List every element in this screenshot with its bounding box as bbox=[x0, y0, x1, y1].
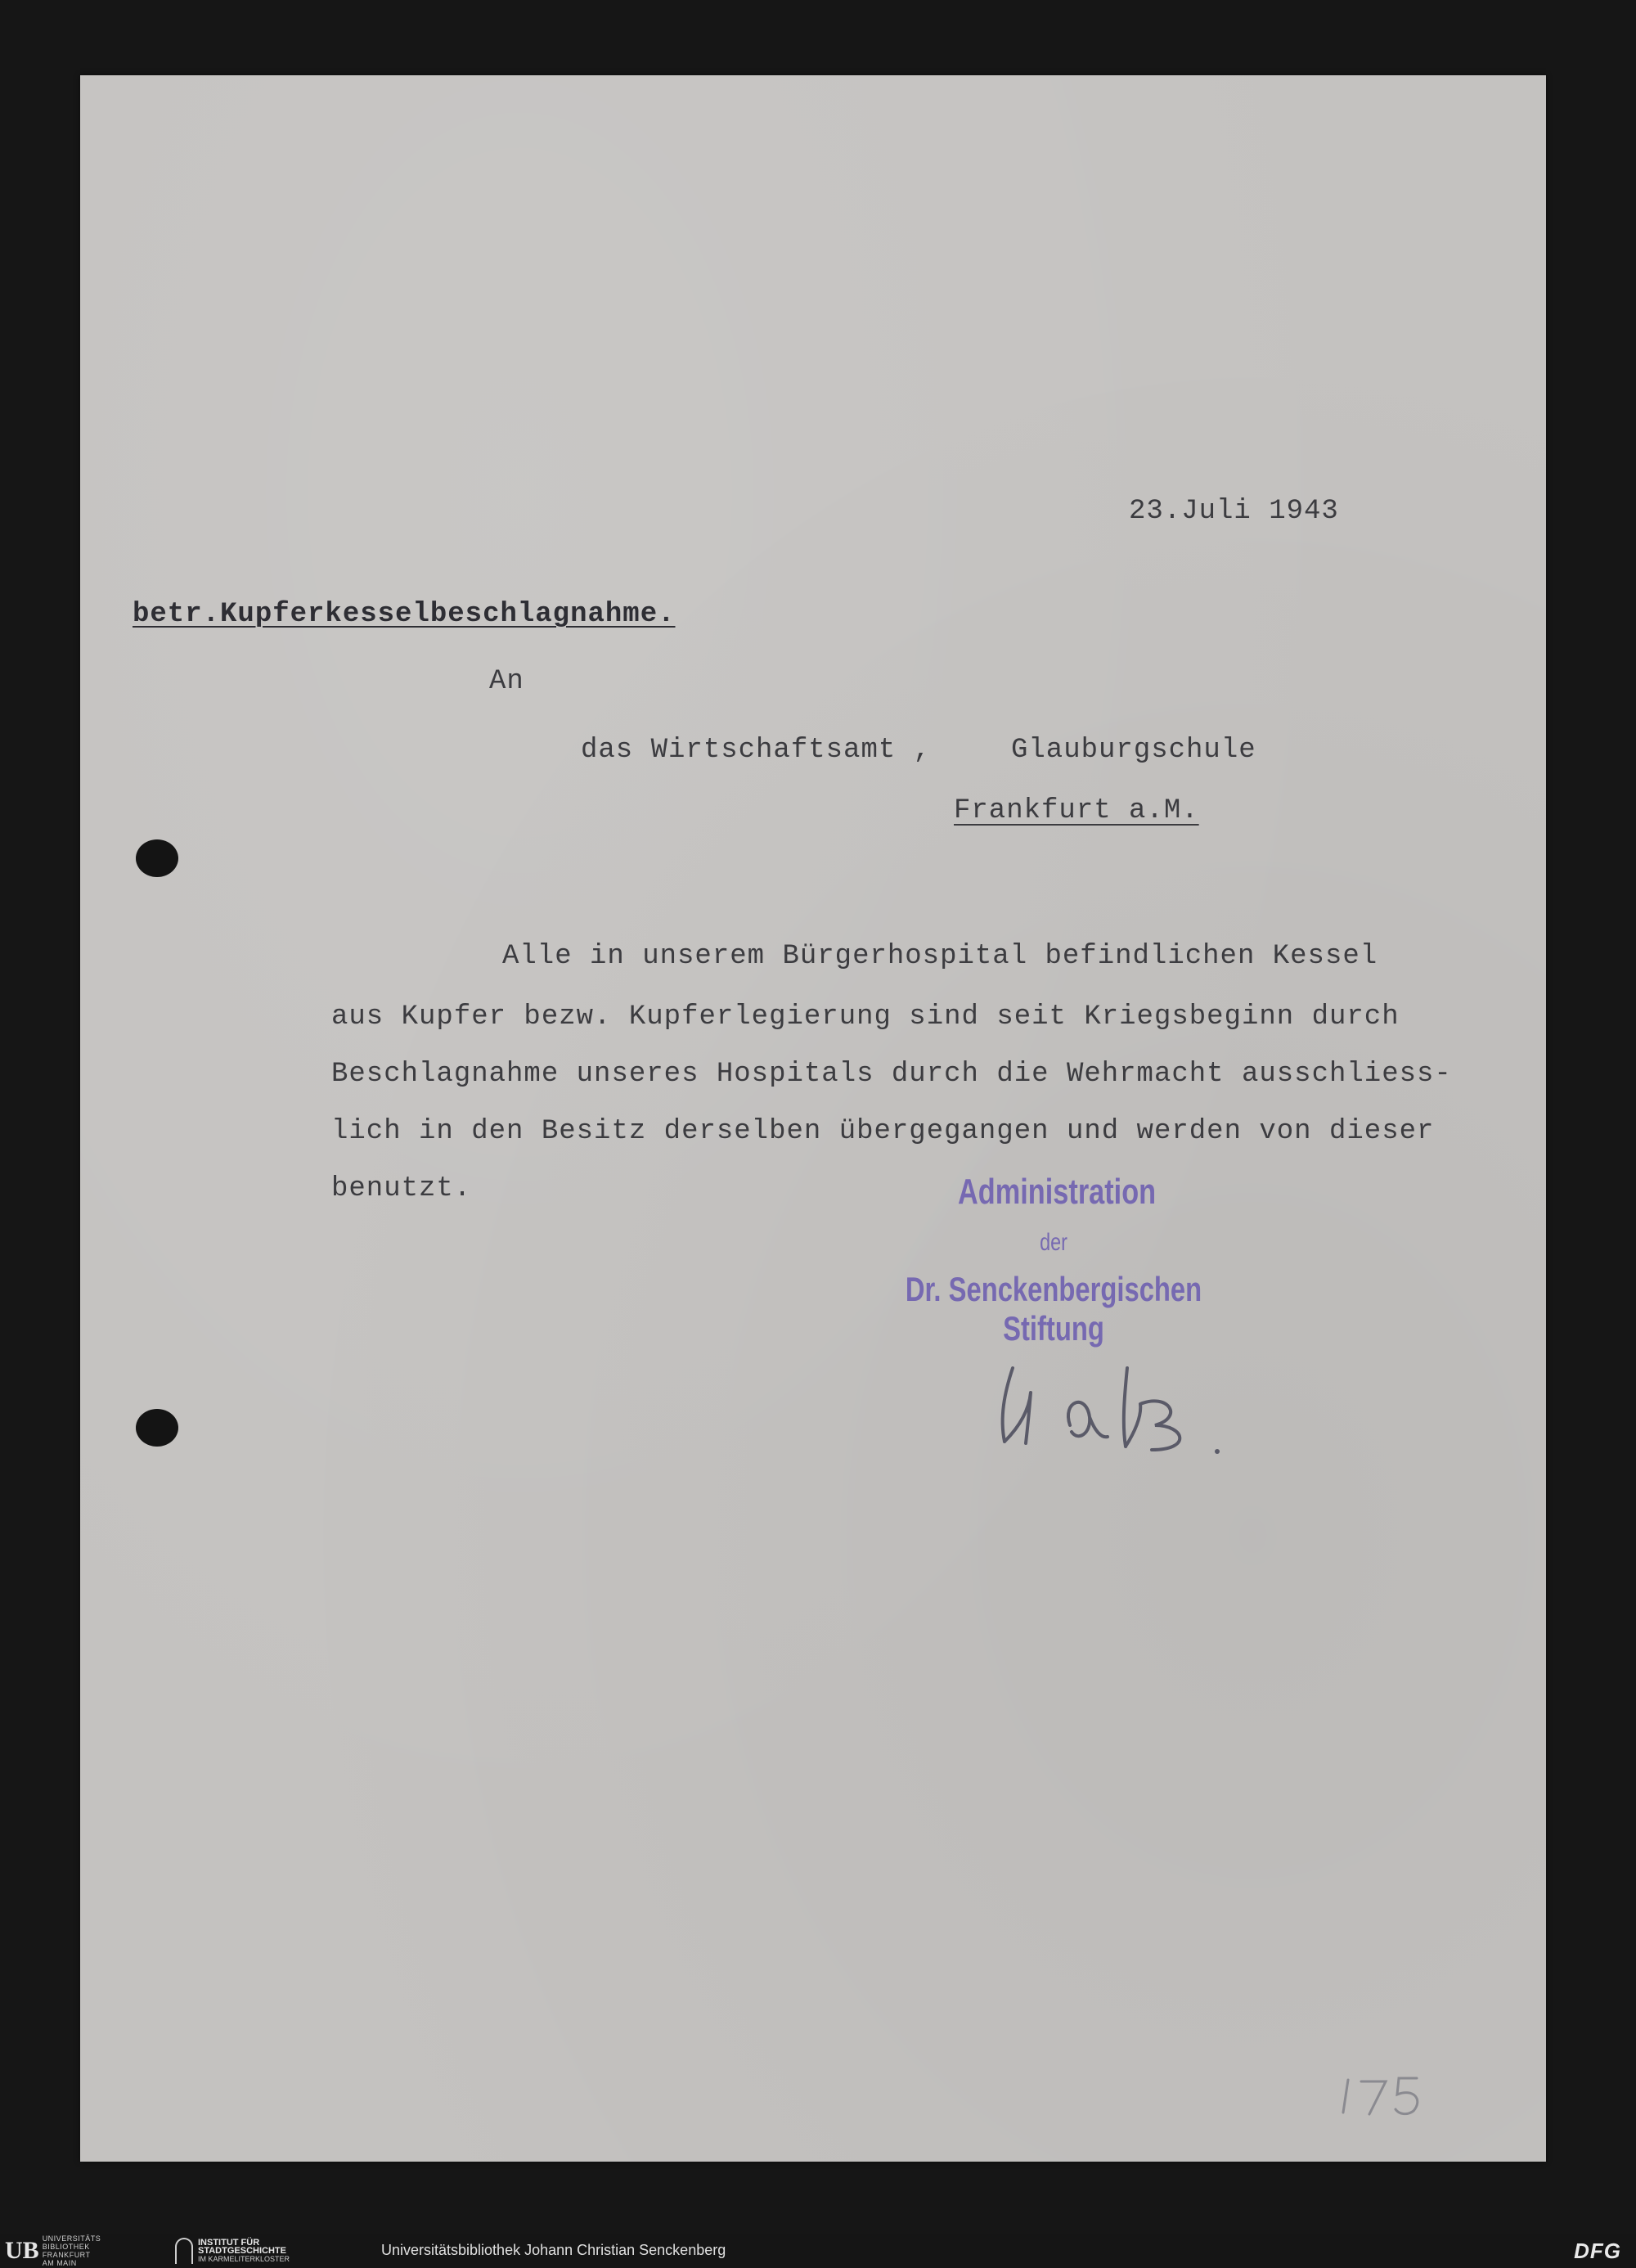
stamp-line: Dr. Senckenbergischen Stiftung bbox=[905, 1270, 1202, 1348]
punch-hole bbox=[136, 839, 178, 877]
ub-logo bbox=[5, 2234, 101, 2267]
dfg-logo: DFG bbox=[1574, 2239, 1621, 2263]
arch-icon bbox=[175, 2238, 193, 2264]
recipient-office: das Wirtschaftsamt , bbox=[581, 735, 932, 766]
ub-mark: UB bbox=[5, 2237, 39, 2264]
isg-line: STADTGESCHICHTE bbox=[198, 2246, 286, 2256]
body-line: Beschlagnahme unseres Hospitals durch die Wehrmacht ausschliess- bbox=[331, 1059, 1452, 1090]
letter-date: 23.Juli 1943 bbox=[1129, 496, 1339, 527]
salutation-to: An bbox=[489, 666, 524, 697]
folio-number bbox=[1332, 2063, 1446, 2121]
letter-subject: betr.Kupferkesselbeschlagnahme. bbox=[133, 599, 676, 630]
body-line: lich in den Besitz derselben übergegangen und werden von dieser bbox=[331, 1116, 1435, 1147]
library-name: Universitätsbibliothek Johann Christian Senckenberg bbox=[381, 2242, 726, 2258]
body-line: benutzt. bbox=[331, 1173, 472, 1204]
ub-line: FRANKFURT AM MAIN bbox=[42, 2251, 91, 2267]
punch-hole bbox=[136, 1409, 178, 1447]
viewer-footer bbox=[0, 2234, 1636, 2268]
body-line: Alle in unserem Bürgerhospital befindlichen Kessel bbox=[502, 941, 1378, 972]
ub-line: BIBLIOTHEK bbox=[42, 2243, 90, 2251]
isg-logo bbox=[175, 2237, 290, 2265]
recipient-city: Frankfurt a.M. bbox=[954, 795, 1199, 826]
stamp-line: Administration bbox=[958, 1172, 1157, 1212]
body-line: aus Kupfer bezw. Kupferlegierung sind seit Kriegsbeginn durch bbox=[331, 1001, 1400, 1033]
isg-line: INSTITUT FÜR bbox=[198, 2238, 260, 2248]
stamp-line: der bbox=[1040, 1229, 1067, 1256]
handwritten-signature-icon bbox=[980, 1335, 1274, 1466]
isg-line: IM KARMELITERKLOSTER bbox=[198, 2255, 290, 2263]
letter-page bbox=[80, 75, 1546, 2162]
isg-logo-text bbox=[198, 2239, 290, 2263]
recipient-school: Glauburgschule bbox=[1011, 735, 1256, 766]
ub-logo-text bbox=[43, 2234, 101, 2267]
ub-line: UNIVERSITÄTS bbox=[42, 2234, 101, 2243]
